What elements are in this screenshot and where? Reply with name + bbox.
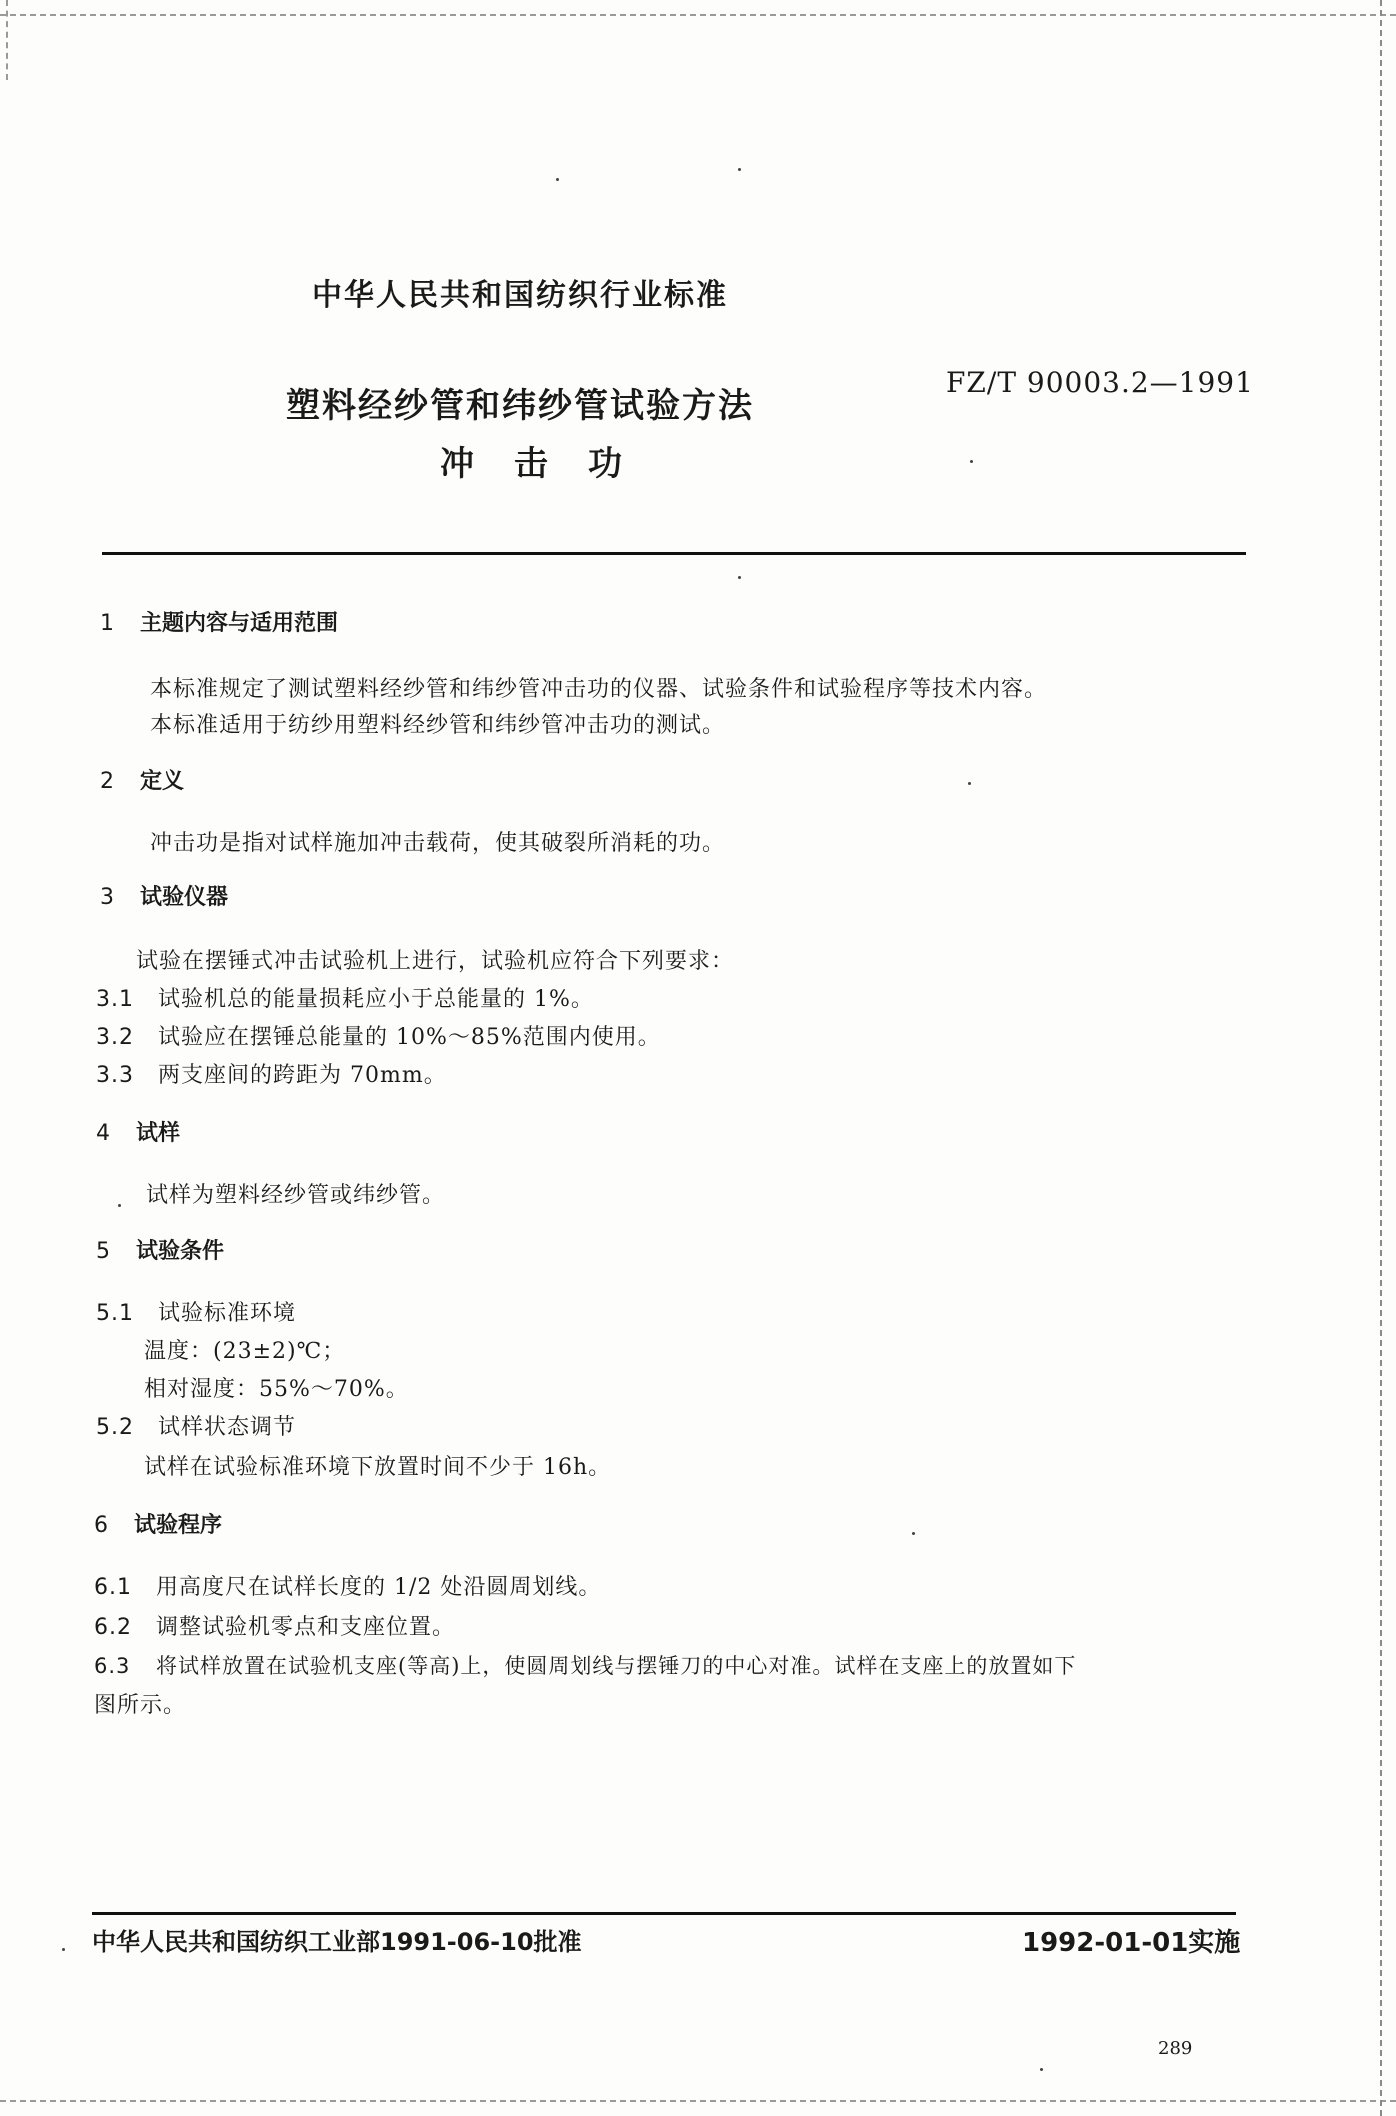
item-text: 两支座间的跨距为 70mm。	[158, 1063, 447, 1088]
scan-border-bottom	[0, 2100, 1396, 2102]
page-number: 289	[1158, 2038, 1193, 2059]
item-number: 6.1	[94, 1575, 132, 1600]
scan-speck	[912, 1532, 915, 1535]
section-5-title: 试验条件	[136, 1239, 225, 1264]
section-1-heading	[100, 606, 338, 637]
item-number: 3.3	[96, 1063, 134, 1088]
standard-code: FZ/T 90003.2—1991	[946, 366, 1254, 399]
section-5-heading	[96, 1234, 224, 1265]
item-number: 5.1	[96, 1301, 134, 1326]
section-6-item-1	[94, 1570, 601, 1601]
section-2-title: 定义	[140, 769, 185, 794]
section-5-conditioning: 试样在试验标准环境下放置时间不少于 16h。	[144, 1455, 612, 1480]
item-text: 试验机总的能量损耗应小于总能量的 1%。	[158, 987, 594, 1012]
section-3-paragraph-1: 试验在摆锤式冲击试验机上进行，试验机应符合下列要求：	[136, 949, 735, 974]
item-number: 3.2	[96, 1025, 134, 1050]
section-4-paragraph-1: 试样为塑料经纱管或纬纱管。	[146, 1183, 446, 1208]
scan-speck	[968, 782, 971, 785]
standard-category: 中华人民共和国纺织行业标准	[312, 278, 728, 313]
section-3-title: 试验仪器	[140, 885, 229, 910]
item-text: 试验标准环境	[158, 1301, 297, 1326]
section-5-temperature: 温度：(23±2)℃；	[144, 1339, 346, 1364]
section-6-item-3	[94, 1650, 1076, 1680]
section-6-number: 6	[94, 1513, 108, 1538]
scan-speck	[1040, 2068, 1043, 2071]
section-3-heading	[100, 880, 228, 911]
section-2-heading	[100, 764, 184, 795]
item-text: 将试样放置在试验机支座(等高)上，使圆周划线与摆锤刀的中心对准。试样在支座上的放置如下	[156, 1654, 1077, 1678]
item-number: 3.1	[96, 987, 134, 1012]
section-5-humidity: 相对湿度：55%～70%。	[144, 1377, 409, 1402]
approval-line: 中华人民共和国纺织工业部1991-06-10批准	[92, 1928, 582, 1956]
item-number: 5.2	[96, 1415, 134, 1440]
section-4-title: 试样	[136, 1121, 181, 1146]
item-text: 试样状态调节	[158, 1415, 297, 1440]
section-3-item-2	[96, 1020, 661, 1051]
scan-speck	[738, 168, 741, 171]
document-subtitle: 冲击功	[440, 444, 662, 484]
scan-border-right	[1380, 0, 1382, 2116]
section-5-item-1	[96, 1296, 296, 1327]
item-text: 试验应在摆锤总能量的 10%～85%范围内使用。	[158, 1025, 661, 1050]
scan-border-left	[6, 0, 8, 80]
footer-rule	[92, 1912, 1236, 1915]
item-text: 调整试验机零点和支座位置。	[156, 1615, 456, 1640]
section-3-number: 3	[100, 885, 114, 910]
scan-speck	[556, 178, 559, 181]
scan-speck	[738, 576, 741, 579]
section-5-number: 5	[96, 1239, 110, 1264]
item-number: 6.3	[94, 1654, 131, 1678]
section-1-title: 主题内容与适用范围	[140, 611, 339, 636]
section-5-item-2	[96, 1410, 296, 1441]
section-1-paragraph-1: 本标准规定了测试塑料经纱管和纬纱管冲击功的仪器、试验条件和试验程序等技术内容。	[150, 677, 1048, 702]
document-title: 塑料经纱管和纬纱管试验方法	[286, 386, 754, 426]
scan-border-top	[0, 14, 1396, 16]
scan-speck	[118, 1204, 121, 1207]
section-2-number: 2	[100, 769, 114, 794]
section-4-heading	[96, 1116, 180, 1147]
section-1-number: 1	[100, 611, 114, 636]
section-3-item-3	[96, 1058, 447, 1089]
section-6-title: 试验程序	[134, 1513, 223, 1538]
section-6-heading	[94, 1508, 222, 1539]
section-3-item-1	[96, 982, 594, 1013]
scan-speck	[62, 1948, 65, 1951]
item-text: 用高度尺在试样长度的 1/2 处沿圆周划线。	[156, 1575, 602, 1600]
section-6-item-2	[94, 1610, 455, 1641]
section-4-number: 4	[96, 1121, 110, 1146]
item-number: 6.2	[94, 1615, 132, 1640]
section-2-paragraph-1: 冲击功是指对试样施加冲击载荷，使其破裂所消耗的功。	[150, 831, 726, 856]
section-1-paragraph-2: 本标准适用于纺纱用塑料经纱管和纬纱管冲击功的测试。	[150, 713, 726, 738]
scan-speck	[970, 460, 973, 463]
header-rule	[102, 552, 1246, 555]
section-6-continuation: 图所示。	[94, 1693, 187, 1718]
effective-date: 1992-01-01实施	[1022, 1928, 1241, 1958]
